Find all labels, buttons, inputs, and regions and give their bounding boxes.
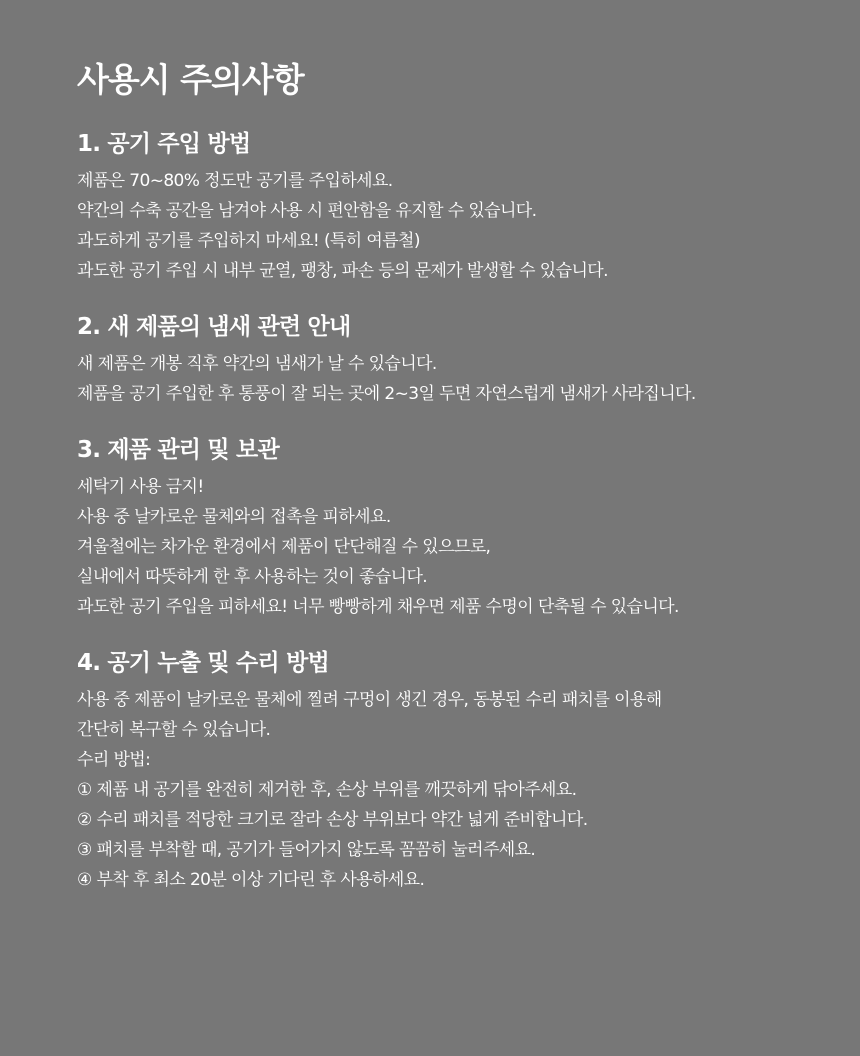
section-leak-repair	[77, 647, 860, 895]
section-care-storage	[77, 434, 860, 622]
section-heading: 4. 공기 누출 및 수리 방법	[77, 650, 329, 676]
text-line: 사용 중 제품이 날카로운 물체에 찔려 구멍이 생긴 경우, 동봉된 수리 패치를 이용해	[77, 690, 662, 710]
text-line: 과도한 공기 주입을 피하세요! 너무 빵빵하게 채우면 제품 수명이 단축될 수 있습니다.	[77, 597, 679, 617]
text-line: 사용 중 날카로운 물체와의 접촉을 피하세요.	[77, 507, 391, 527]
section-lines	[77, 472, 860, 622]
repair-step-4: ④ 부착 후 최소 20분 이상 기다린 후 사용하세요.	[77, 870, 425, 890]
section-lines	[77, 685, 860, 895]
repair-step-1: ① 제품 내 공기를 완전히 제거한 후, 손상 부위를 깨끗하게 닦아주세요.	[77, 780, 577, 800]
section-lines	[77, 349, 860, 409]
section-heading: 3. 제품 관리 및 보관	[77, 437, 279, 463]
section-heading: 2. 새 제품의 냄새 관련 안내	[77, 314, 351, 340]
text-line: 세탁기 사용 금지!	[77, 477, 204, 497]
text-line: 새 제품은 개봉 직후 약간의 냄새가 날 수 있습니다.	[77, 354, 437, 374]
text-line: 실내에서 따뜻하게 한 후 사용하는 것이 좋습니다.	[77, 567, 428, 587]
section-new-product-smell	[77, 311, 860, 409]
repair-step-3: ③ 패치를 부착할 때, 공기가 들어가지 않도록 꼼꼼히 눌러주세요.	[77, 840, 536, 860]
text-line: 겨울철에는 차가운 환경에서 제품이 단단해질 수 있으므로,	[77, 537, 491, 557]
text-line: 수리 방법:	[77, 750, 151, 770]
text-line: 간단히 복구할 수 있습니다.	[77, 720, 271, 740]
text-line: 제품을 공기 주입한 후 통풍이 잘 되는 곳에 2~3일 두면 자연스럽게 냄새가 사라집니다.	[77, 384, 696, 404]
page-title: 사용시 주의사항	[77, 60, 304, 99]
text-line: 제품은 70~80% 정도만 공기를 주입하세요.	[77, 171, 393, 191]
section-heading: 1. 공기 주입 방법	[77, 131, 251, 157]
repair-step-2: ② 수리 패치를 적당한 크기로 잘라 손상 부위보다 약간 넓게 준비합니다.	[77, 810, 588, 830]
text-line: 과도한 공기 주입 시 내부 균열, 팽창, 파손 등의 문제가 발생할 수 있습니다.	[77, 261, 608, 281]
section-air-inflation	[77, 128, 860, 286]
text-line: 과도하게 공기를 주입하지 마세요! (특히 여름철)	[77, 231, 420, 251]
text-line: 약간의 수축 공간을 남겨야 사용 시 편안함을 유지할 수 있습니다.	[77, 201, 537, 221]
section-lines	[77, 166, 860, 286]
